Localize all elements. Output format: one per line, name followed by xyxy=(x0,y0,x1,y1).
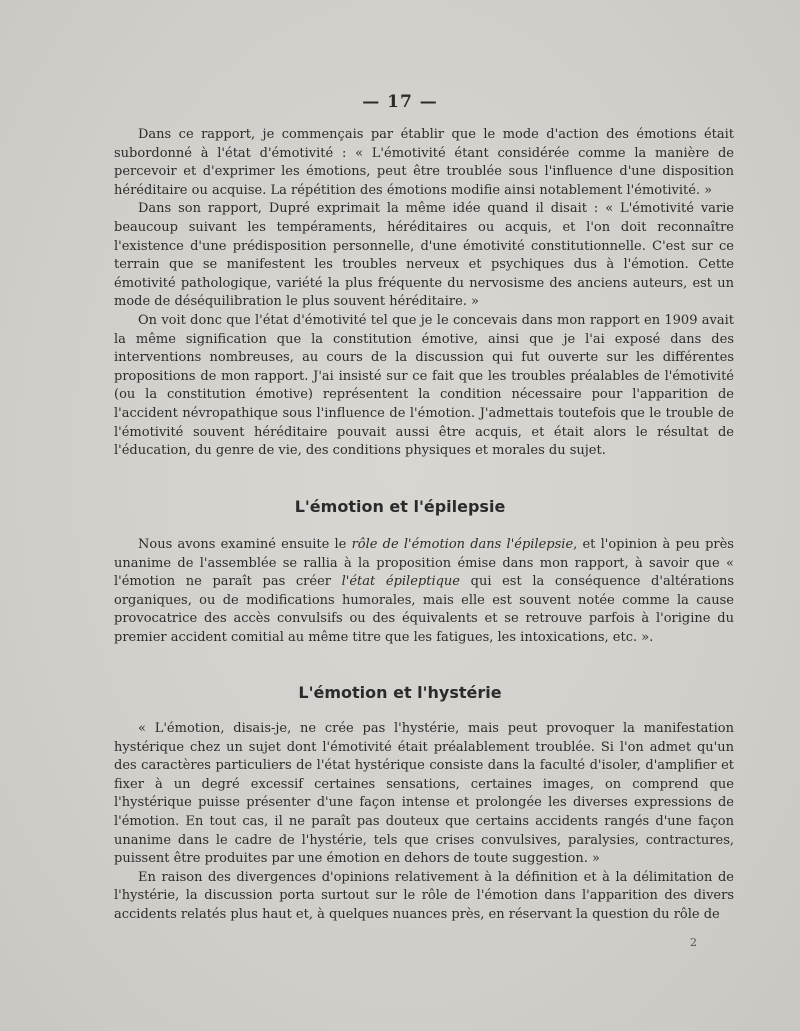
paragraph: Dans son rapport, Dupré exprimait la même idée quand il disait : « L'émotivité varie beaucoup suivant les tempéraments, héréditaires ou acquis, et l'on doit reconnaître l'existence d'une prédisposition personnelle, d'une émotivité constitutionnelle. C'est sur ce terrain que se manifestent les troubles nerveux et psychiques dus à l'émotion. Cette émotivité pathologique, variété la plus fréquente du nervosisme des anciens auteurs, est un mode de déséquilibration le plus souvent héréditaire. » xyxy=(114,201,734,310)
paragraph: Dans ce rapport, je commençais par établir que le mode d'action des émotions était subordonné à l'état d'émotivité : « L'émotivité étant considérée comme la manière de percevoir et d'exprimer les émotions, peut être troublée sous l'influence d'une disposition héréditaire ou acquise. La répétition des émotions modifie ainsi notablement l'émotivité. » xyxy=(114,127,734,198)
italic-phrase: l'état épileptique xyxy=(341,574,460,590)
section-hysterie xyxy=(114,720,734,925)
page-number: — 17 — xyxy=(362,92,438,112)
text-run: Nous avons examiné ensuite le xyxy=(138,537,352,552)
paragraph xyxy=(114,536,734,648)
section-heading-epilepsie: L'émotion et l'épilepsie xyxy=(294,497,506,516)
paragraph: On voit donc que l'état d'émotivité tel que je le concevais dans mon rapport en 1909 avait la même signification que la constitution émotive, ainsi que je l'ai exposé dans des interventions nombreuses, au cours de la discussion qui fut ouverte sur les différentes propositions de mon rapport. J'ai insisté sur ce fait que les troubles préalables de l'émotivité (ou la constitution émotive) représentent la condition nécessaire pour l'apparition de l'accident névropathique sous l'influence de l'émotion. J'admettais toutefois que le trouble de l'émotivité souvent héréditaire pouvait aussi être acquis, et était alors le résultat de l'éducation, du genre de vie, des conditions physiques et morales du sujet. xyxy=(114,312,734,459)
text-run: , et l'opinion à peu près unanime de l'assemblée se rallia à la proposition émise dans mon rapport, à savoir que « l'émotion ne paraît pas créer xyxy=(114,537,734,590)
italic-phrase: rôle de l'émotion dans l'épilepsie xyxy=(351,537,574,552)
section-intro xyxy=(114,126,734,461)
section-epilepsie xyxy=(114,536,734,648)
text-run: qui est la conséquence d'altérations organiques, ou de modifications humorales, mais elle est souvent notée comme la cause provocatrice des accès convulsifs ou des équivalents et se retrouve parfois à l'origine du premier accident comitial au même titre que les fatigues, les intoxications, etc. ». xyxy=(114,574,734,645)
paragraph: En raison des divergences d'opinions relativement à la définition et à la délimitation de l'hystérie, la discussion porta surtout sur le rôle de l'émotion dans l'apparition des divers accidents relatés plus haut et, à quelques nuances près, en réservant la question du rôle de xyxy=(114,869,734,922)
section-heading-hysterie: L'émotion et l'hystérie xyxy=(298,683,502,702)
paragraph: « L'émotion, disais-je, ne crée pas l'hystérie, mais peut provoquer la manifestation hystérique chez un sujet dont l'émotivité était préalablement troublée. Si l'on admet qu'un des caractères particuliers de l'état hystérique consiste dans la faculté d'isoler, d'amplifier et fixer à un degré excessif certaines sensations, certaines images, on comprend que l'hystérique puisse présenter d'une façon intense et prolongée les diverses expressions de l'émotion. En tout cas, il ne paraît pas douteux que certains accidents rangés d'une façon unanime dans le cadre de l'hystérie, tels que crises convulsives, paralysies, contractures, puissent être produites par une émotion en dehors de toute suggestion. » xyxy=(114,721,734,867)
signature-mark: 2 xyxy=(690,936,697,949)
